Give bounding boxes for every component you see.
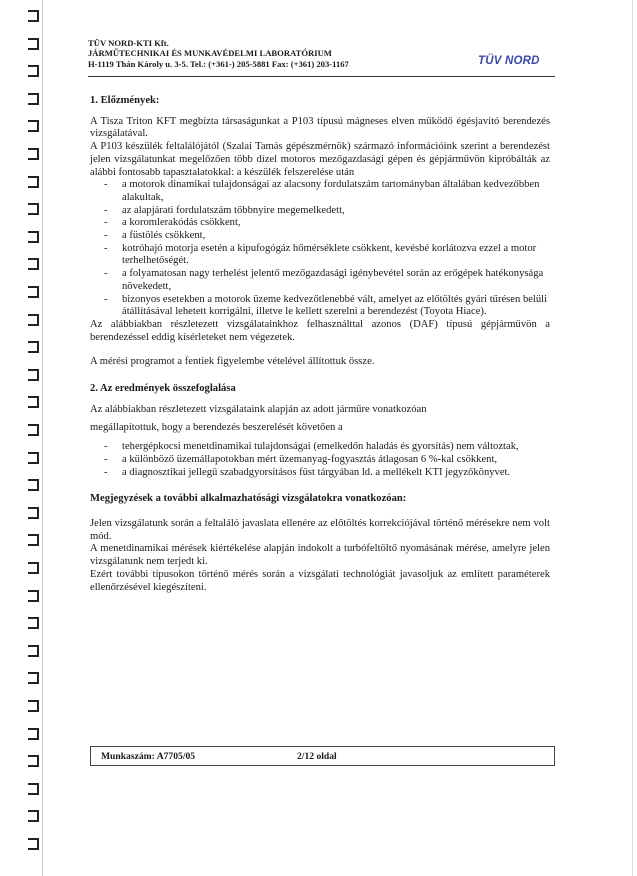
section1-title: 1. Előzmények: [90, 95, 160, 106]
page-footer [90, 746, 555, 766]
binder-ring [28, 479, 39, 491]
binder-ring [28, 424, 39, 436]
binder-ring [28, 728, 39, 740]
binder-ring [28, 562, 39, 574]
job-number: Munkaszám: A7705/05 [101, 751, 196, 762]
list-item: - kotróhajó motorja esetén a kipufogógáz hőmérséklete csökkent, kevésbé korlátozva ezzel a motor terhelhetőségét. [104, 242, 537, 267]
binder-ring [28, 810, 39, 822]
binder-rings [0, 0, 40, 876]
binder-ring [28, 755, 39, 767]
binder-ring [28, 314, 39, 326]
section1-list [90, 179, 550, 319]
binder-ring [28, 341, 39, 353]
binder-ring [28, 617, 39, 629]
list-item: - az alapjárati fordulatszám többnyire megemelkedett, [104, 204, 345, 216]
header-divider [88, 76, 555, 77]
page-right-edge [632, 0, 633, 876]
section2-title: 2. Az eredmények összefoglalása [90, 383, 236, 395]
binder-ring [28, 452, 39, 464]
list-item: - a füstölés csökkent, [104, 230, 206, 242]
binder-ring [28, 258, 39, 270]
list-item: - a koromlerakódás csökkent, [104, 217, 241, 229]
binder-ring [28, 590, 39, 602]
binder-ring [28, 396, 39, 408]
section3-paragraph: Jelen vizsgálatunk során a feltaláló javaslata ellenére az előtöltés korrekciójával történő mérésekre nem volt mód. [90, 517, 550, 542]
list-item: - tehergépkocsi menetdinamikai tulajdonságai (emelkedőn haladás és gyorsítás) nem változtak, [104, 441, 519, 453]
binder-ring [28, 783, 39, 795]
section3-paragraph: Ezért további típusokon történő mérés során a vizsgálati technológiát javasoljuk az említett paraméterek ellenőrzésével kiegészíteni. [90, 568, 550, 593]
binder-ring [28, 672, 39, 684]
section2-list [90, 441, 550, 479]
list-item: - bizonyos esetekben a motorok üzeme kedvezőtlenebbé vált, amelyet az előtöltés gyári tűrésen belüli átállításával lehetett korrigálni, illetve le kellett szerelni a berendezést (Toyota Hiace). [104, 293, 548, 318]
section1-paragraph: Az alábbiakban részletezett vizsgálatainkhoz felhasználttal azonos (DAF) típusú gépjárművön a berendezéssel eddig kísérleteket nem végezetek. [90, 318, 550, 343]
list-item: - a motorok dinamikai tulajdonságai az alacsony fordulatszám tartományban általában kedvezőbben alakultak, [104, 179, 540, 203]
binder-ring [28, 10, 39, 22]
tuv-nord-logo: TÜV NORD [478, 55, 540, 67]
binder-ring [28, 534, 39, 546]
document-body [90, 95, 550, 594]
list-item: - a diagnosztikai jellegű szabadgyorsításos füst tárgyában ld. a mellékelt KTI jegyzőkönyvet. [104, 466, 511, 478]
address-line: H-1119 Thán Károly u. 3-5. Tel.: (+361-) 205-5881 Fax: (+361) 203-1167 [88, 58, 349, 69]
section1-paragraph: A mérési programot a fentiek figyelembe vételével állítottuk össze. [90, 356, 375, 368]
section1-paragraph: A Tisza Triton KFT megbízta társaságunkat a P103 típusú mágneses elven működő égésjavító berendezés vizsgálatával. [90, 115, 550, 140]
page-number: 2/12 oldal [297, 751, 337, 762]
org-name: TÜV NORD-KTI Kft. [88, 38, 169, 48]
lab-name: JÁRMŰTECHNIKAI ÉS MUNKAVÉDELMI LABORATÓRIUM [88, 48, 332, 59]
binder-ring [28, 93, 39, 105]
section1-paragraph: A P103 készülék feltalálójától (Szalai Tamás gépészmérnök) származó információink szerint a berendezést jelen vizsgálatunkat megelőzően több dízel motoros mezőgazdasági gépen és gépjárművön kipróbálták az alábbi fontosabb tapasztalatokkal: a készülék felszerelése után [90, 141, 550, 178]
section2-paragraph: Az alábbiakban részletezett vizsgálataink alapján az adott járműre vonatkozóan [90, 403, 427, 415]
section2-paragraph: megállapítottuk, hogy a berendezés beszerelését követően a [90, 422, 343, 434]
binder-ring [28, 645, 39, 657]
list-item: - a folyamatosan nagy terhelést jelentő mezőgazdasági igénybevétel során az erőgépek hatékonysága növekedett, [104, 268, 544, 292]
binder-ring [28, 148, 39, 160]
binder-ring [28, 203, 39, 215]
binder-ring [28, 700, 39, 712]
section3-title: Megjegyzések a további alkalmazhatósági vizsgálatokra vonatkozóan: [90, 493, 407, 505]
binder-ring [28, 369, 39, 381]
binder-ring [28, 507, 39, 519]
binder-ring [28, 231, 39, 243]
binder-ring [28, 120, 39, 132]
binder-ring [28, 838, 39, 850]
list-item: - a különböző üzemállapotokban mért üzemanyag-fogyasztás átlagosan 6 %-kal csökkent, [104, 453, 498, 465]
binder-ring [28, 286, 39, 298]
binder-ring [28, 176, 39, 188]
page-edge [42, 0, 43, 876]
section3-paragraph: A menetdinamikai mérések kiértékelése alapján indokolt a turbófeltöltő nyomásának mérése, amelyre jelen vizsgálatunk nem terjedt ki. [90, 543, 550, 568]
binder-ring [28, 38, 39, 50]
binder-ring [28, 65, 39, 77]
